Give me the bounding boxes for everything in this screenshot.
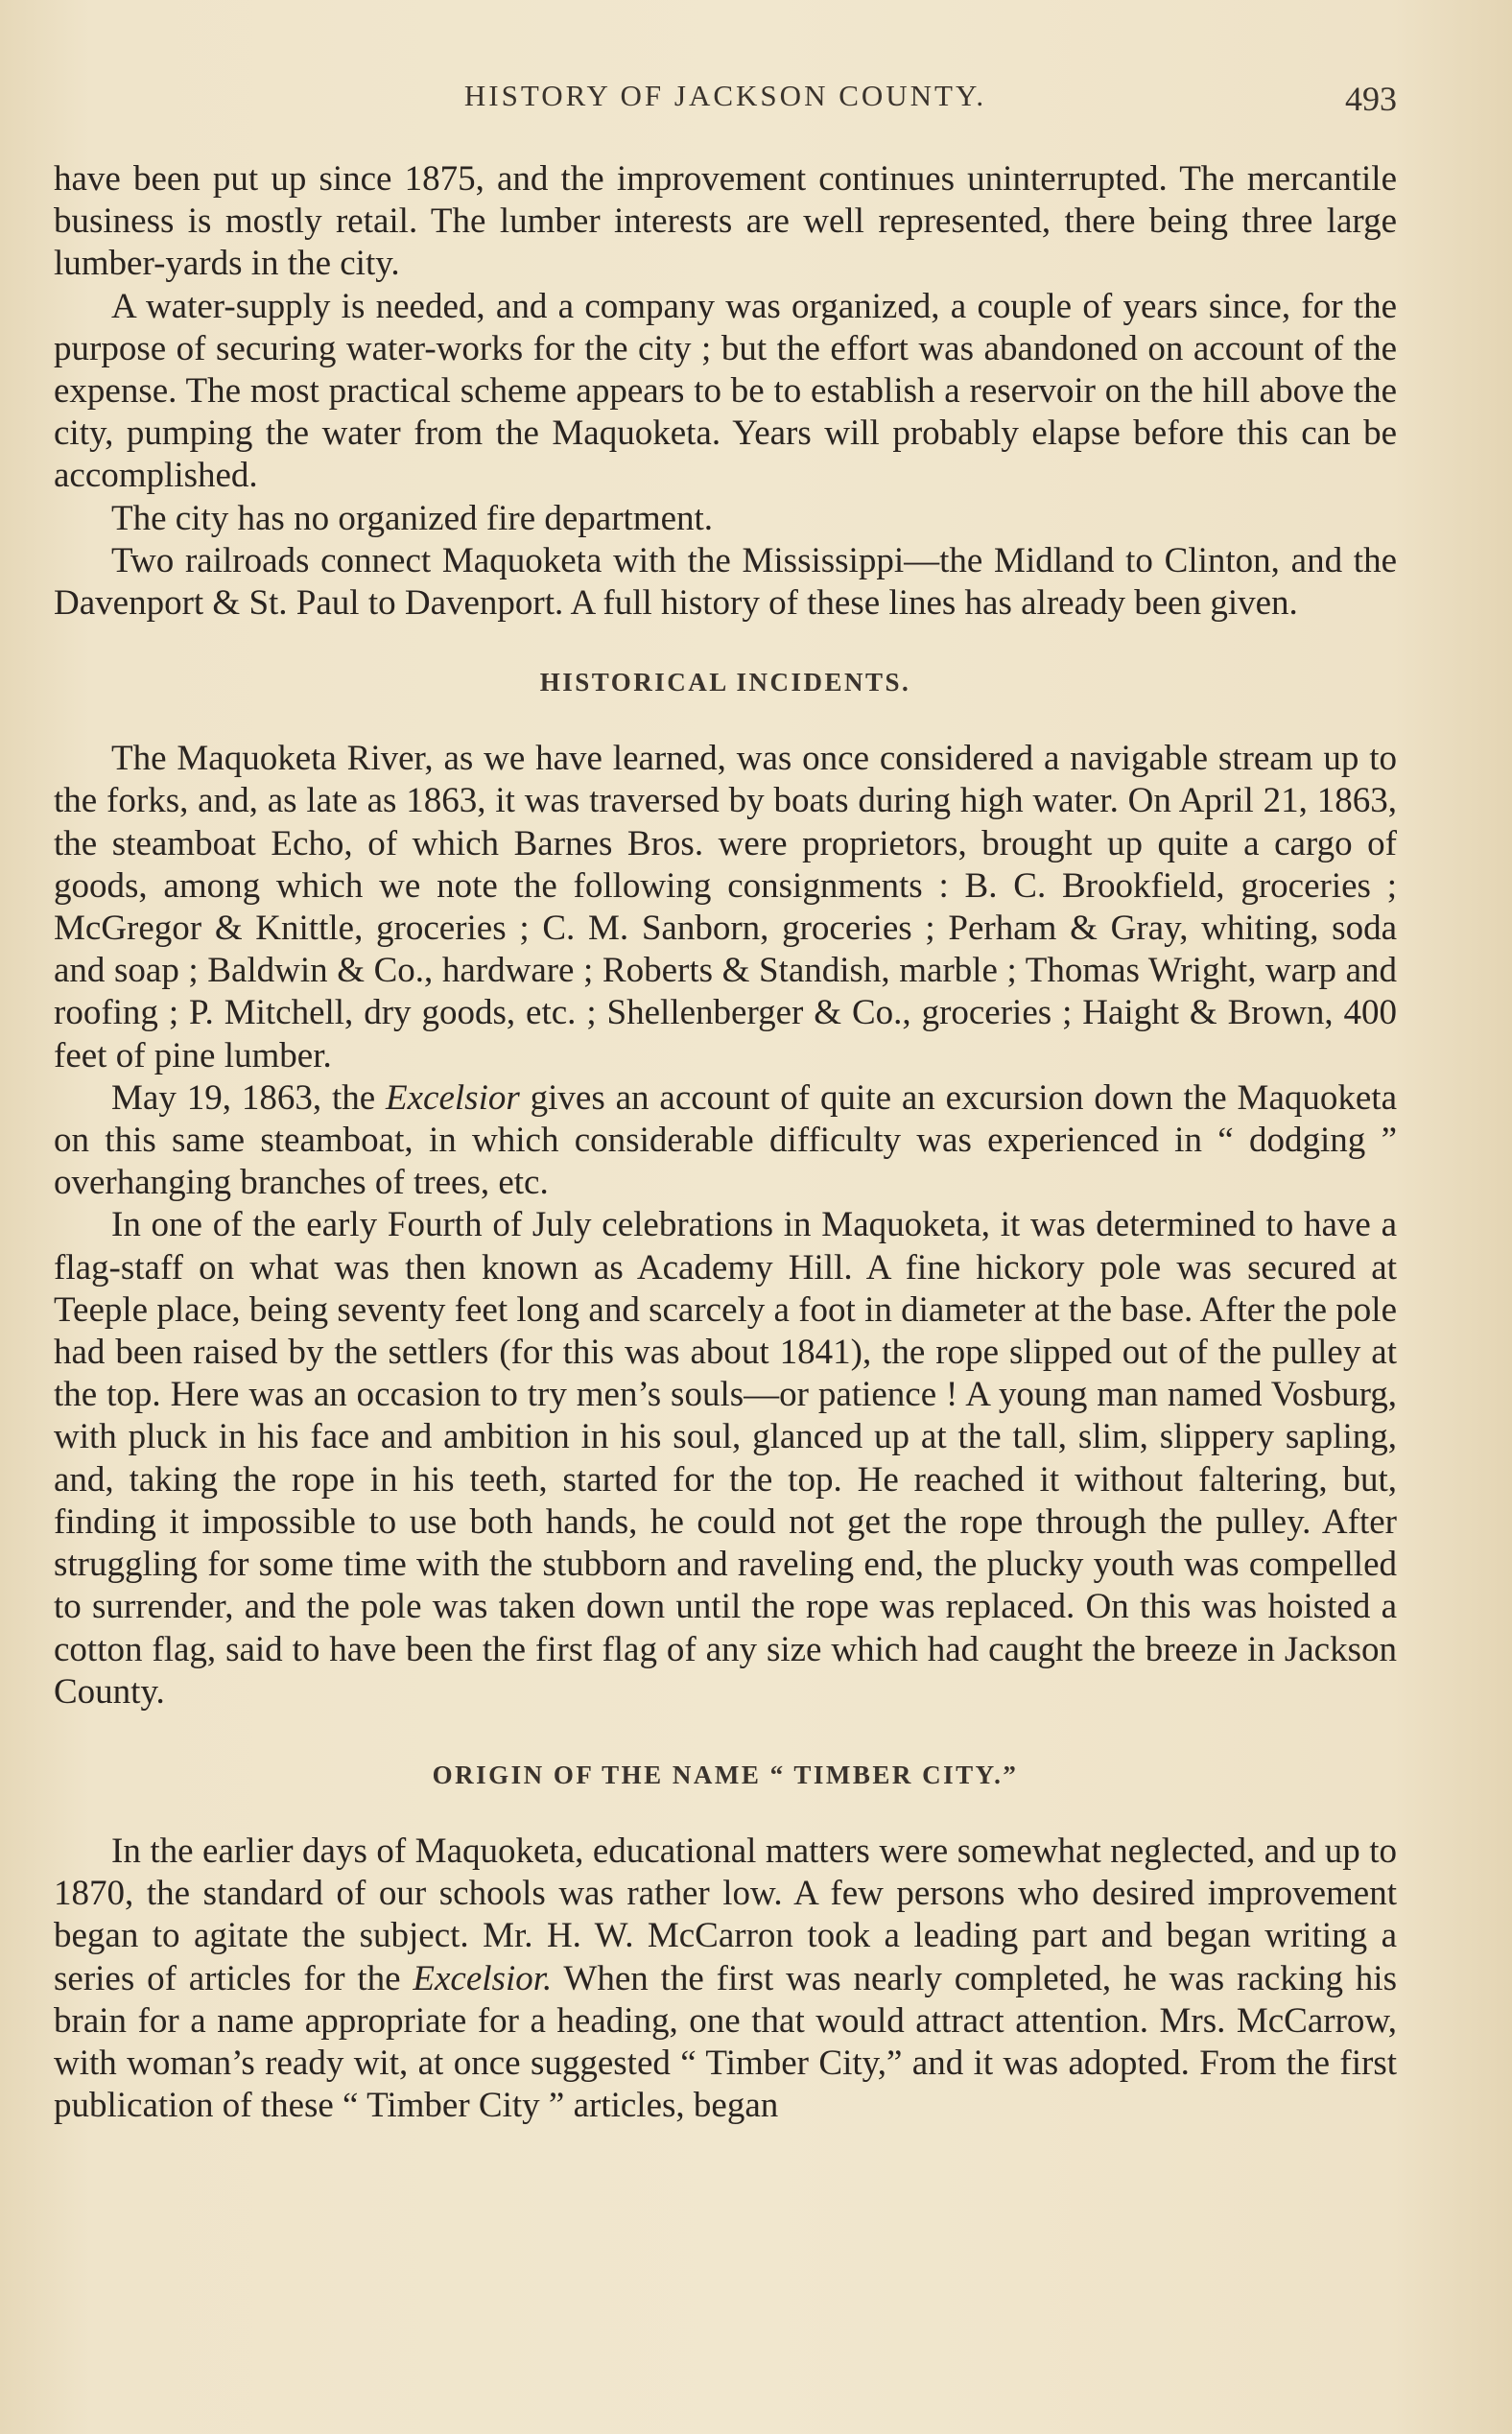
paragraph-3: The city has no organized fire department.	[111, 498, 714, 538]
newspaper-name: Excelsior	[386, 1077, 520, 1118]
running-title: HISTORY OF JACKSON COUNTY.	[463, 79, 987, 112]
paragraph-5: The Maquoketa River, as we have learned, was once considered a navigable stream up to the forks, and, as late as 1863, it was traversed by boats during high water. On April 21, 1863, the steamboat Echo, of which Barnes Bros. were proprietors, brought up quite a cargo of goods, among which we note the following consignments : B. C. Brookfield, groceries ; McGregor & Knittle, groceries ; C. M. Sanborn, groceries ; Perham & Gray, whiting, soda and soap ; Baldwin & Co., hardware ; Roberts & Standish, marble ; Thomas Wright, warp and roofing ; P. Mitchell, dry goods, etc. ; Shellenberger & Co., groceries ; Haight & Brown, 400 feet of pine lumber.	[54, 739, 1397, 1075]
paragraph-4: Two railroads connect Maquoketa with the Mississippi—the Midland to Clinton, and the Davenport & St. Paul to Davenport. A full history of these lines has already been given.	[54, 540, 1397, 624]
paragraph-8-start: In the earlier days of Maquoketa, educational matters were somewhat neglected, and up to 1870, the standard of our schools was rather low. A few persons who desired improvement began to agitate the subject. Mr. H. W. McCarron took a leading part and began writing a series of articles for the	[54, 1831, 1397, 1998]
paragraph-7: In one of the early Fourth of July celebrations in Maquoketa, it was determined to have a flag-staff on what was then known as Academy Hill. A fine hickory pole was secured at Teeple place, being seventy feet long and scarcely a foot in diameter at the base. After the pole had been raised by the settlers (for this was about 1841), the rope slipped out of the pulley at the top. Here was an occasion to try men’s souls—or patience ! A young man named Vosburg, with pluck in his face and ambition in his soul, glanced up at the tall, slim, slippery sapling, and, taking the rope in his teeth, started for the top. He reached it without faltering, but, finding it impossible to use both hands, he could not get the rope through the pulley. After struggling for some time with the stubborn and raveling end, the plucky youth was compelled to surrender, and the pole was taken down until the rope was replaced. On this was hoisted a cotton flag, said to have been the first flag of any size which had caught the breeze in Jackson County.	[54, 1205, 1397, 1712]
body-text	[54, 158, 1397, 2127]
paragraph-8	[54, 1831, 1397, 2127]
paragraph-1: have been put up since 1875, and the improvement continues uninterrupted. The mercantile business is mostly retail. The lumber interests are well represented, there being three large lumber-yards in the city.	[54, 159, 1397, 284]
section-heading-timber-city: ORIGIN OF THE NAME “ TIMBER CITY.”	[432, 1760, 1019, 1789]
paragraph-6	[54, 1077, 1397, 1205]
paragraph-8-end: When the first was nearly completed, he was racking his brain for a name appropriate for a heading, one that would attract attention. Mrs. McCarrow, with woman’s ready wit, at once suggested “ Timber City,” and it was adopted. From the first publication of these “ Timber City ” articles, began	[54, 1958, 1397, 2126]
paragraph-2: A water-supply is needed, and a company was organized, a couple of years since, for the purpose of securing water-works for the city ; but the effort was abandoned on account of the expense. The most practical scheme appears to be to establish a reservoir on the hill above the city, pumping the water from the Maquoketa. Years will probably elapse before this can be accomplished.	[54, 286, 1397, 496]
paragraph-6-start: May 19, 1863, the	[111, 1077, 387, 1118]
paragraph-6-end: gives an account of quite an excursion down the Maquoketa on this same steamboat, in which considerable difficulty was experienced in “ dodging ” overhanging branches of trees, etc.	[54, 1077, 1397, 1203]
page-number: 493	[1345, 80, 1397, 118]
running-header	[54, 79, 1397, 127]
section-heading-historical-incidents: HISTORICAL INCIDENTS.	[539, 668, 911, 697]
newspaper-name: Excelsior.	[413, 1958, 553, 1998]
